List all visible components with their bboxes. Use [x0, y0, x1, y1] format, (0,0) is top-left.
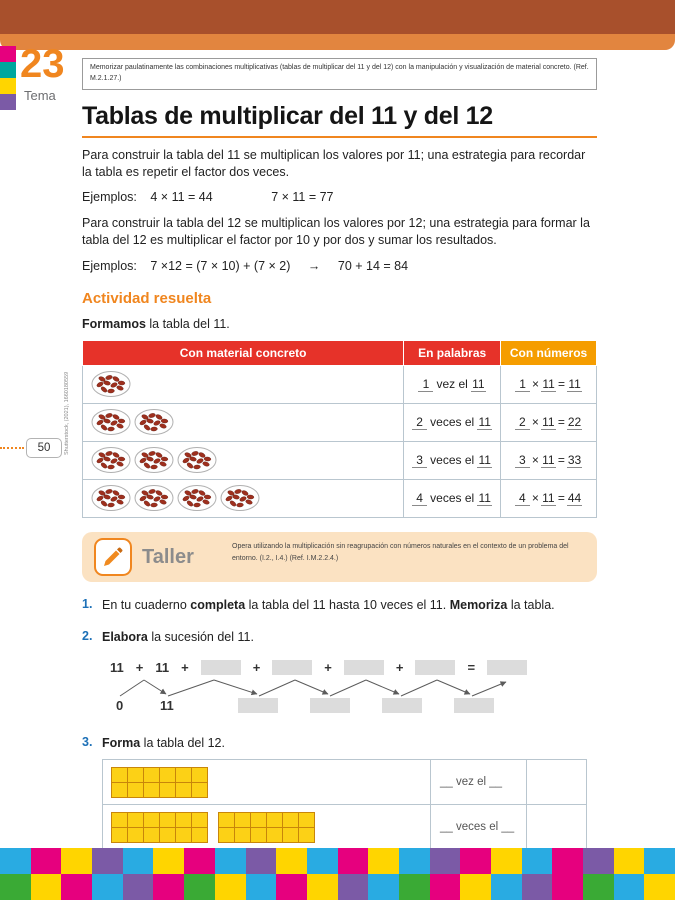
page-number-badge	[26, 438, 62, 458]
col-header-material: Con material concreto	[83, 340, 404, 365]
blank-value: 2	[412, 415, 427, 430]
yellow-square	[267, 828, 282, 842]
yellow-square	[112, 813, 127, 827]
table-row	[83, 441, 597, 479]
exercise-1	[82, 597, 597, 614]
yellow-square	[112, 828, 127, 842]
sequence-value: 11	[155, 660, 170, 676]
yellow-square	[112, 783, 127, 797]
beans-oval-image	[134, 408, 174, 436]
label-cell: __ vez el __	[431, 760, 527, 805]
color-square-yellow	[0, 78, 16, 94]
yellow-square	[283, 813, 298, 827]
blank-value: 11	[478, 414, 491, 429]
example-expression: 7 ×12 = (7 × 10) + (7 × 2)	[150, 259, 291, 274]
bold-verb: Forma	[102, 735, 141, 750]
numbers-cell	[501, 441, 597, 479]
answer-cell	[527, 805, 587, 850]
color-block	[0, 848, 31, 874]
yellow-square	[144, 813, 159, 827]
color-block	[246, 874, 277, 900]
yellow-square	[219, 813, 234, 827]
sequence-value: +	[252, 660, 261, 676]
col-header-numbers: Con números	[501, 340, 597, 365]
sequence-value: +	[324, 660, 332, 676]
examples-line-2	[82, 258, 597, 275]
topic-label: Tema	[24, 88, 56, 103]
right-arrow-icon: →	[307, 259, 321, 274]
yellow-square	[192, 828, 207, 842]
color-block	[583, 848, 614, 874]
table-header-row	[83, 340, 597, 365]
sequence-value: +	[181, 660, 189, 676]
blank-value: 3	[412, 453, 427, 468]
footer-pattern-row	[0, 848, 675, 874]
equals-sign: =	[558, 376, 566, 391]
page-number: 50	[37, 442, 51, 454]
yellow-square	[235, 813, 250, 827]
times-sign: ×	[531, 490, 539, 505]
material-cell	[83, 441, 404, 479]
color-block	[644, 848, 675, 874]
text-part: la tabla.	[507, 597, 555, 612]
label-cell: __ veces el __	[431, 805, 527, 850]
blank-value: 1	[515, 377, 530, 392]
beans-oval-image	[91, 446, 131, 474]
color-block	[153, 848, 184, 874]
bold-verb: completa	[190, 597, 246, 612]
topic-number: 23	[20, 42, 65, 86]
yellow-square	[219, 828, 234, 842]
color-block	[399, 848, 430, 874]
blank-value: 11	[478, 452, 491, 467]
yellow-square	[176, 783, 191, 797]
color-square-magenta	[0, 46, 16, 62]
blank-value: 22	[567, 414, 582, 429]
numbers-cell	[501, 479, 597, 517]
topic-color-squares	[0, 46, 16, 110]
exercise-text	[102, 735, 225, 752]
block-groups	[111, 812, 422, 843]
words-cell	[404, 365, 501, 403]
beans-oval-image	[91, 370, 131, 398]
color-block	[184, 874, 215, 900]
bold-verb: Memoriza	[449, 597, 508, 612]
twelve-square-block	[111, 767, 208, 798]
blank-value: 33	[567, 452, 582, 467]
number-sequence-diagram	[110, 658, 630, 720]
table-row	[83, 479, 597, 517]
blank-value: 3	[515, 453, 530, 468]
example-multiplication: 4 × 11 = 44	[150, 190, 213, 205]
numbers-cell	[501, 365, 597, 403]
exercise-2	[82, 629, 597, 646]
text-part: la tabla del 12.	[140, 735, 225, 750]
col-header-words: En palabras	[404, 340, 501, 365]
color-block	[338, 848, 369, 874]
yellow-square	[128, 828, 143, 842]
sequence-bottom-row	[110, 698, 630, 716]
material-cell	[83, 403, 404, 441]
color-block	[184, 848, 215, 874]
exercise-3	[82, 735, 597, 752]
text-part: la sucesión del 11.	[147, 629, 254, 644]
color-block	[31, 848, 62, 874]
blank-value: 11	[472, 376, 485, 391]
color-block	[430, 848, 461, 874]
blank-value: 11	[542, 490, 555, 505]
blank-value: 4	[515, 491, 530, 506]
taller-label: Taller	[142, 545, 194, 568]
yellow-square	[160, 768, 175, 782]
taller-badge	[94, 538, 132, 576]
color-block	[522, 848, 553, 874]
yellow-square	[176, 828, 191, 842]
footer-pattern-row	[0, 874, 675, 900]
color-block	[215, 848, 246, 874]
page-marker-line	[0, 447, 24, 449]
color-block	[399, 874, 430, 900]
color-block	[491, 874, 522, 900]
words-cell	[404, 479, 501, 517]
beans-oval-image	[91, 484, 131, 512]
sequence-value: 0	[116, 697, 124, 713]
color-block	[92, 848, 123, 874]
color-block	[123, 874, 154, 900]
times-sign: ×	[531, 452, 539, 467]
blank-value: 11	[542, 452, 555, 467]
yellow-square	[283, 828, 298, 842]
color-block	[644, 874, 675, 900]
words-cell	[404, 403, 501, 441]
yellow-square	[144, 828, 159, 842]
times-sign: ×	[531, 414, 539, 429]
beans-oval-image	[177, 446, 217, 474]
blank-value: 11	[568, 376, 581, 391]
equals-sign: =	[557, 452, 565, 467]
blocks-cell	[103, 805, 431, 850]
color-block	[338, 874, 369, 900]
words-text: veces el	[430, 452, 475, 467]
beans-oval-image	[91, 408, 131, 436]
color-block	[552, 848, 583, 874]
numbers-cell	[501, 403, 597, 441]
yellow-square	[235, 828, 250, 842]
yellow-square	[128, 768, 143, 782]
color-square-teal	[0, 62, 16, 78]
exercise-number: 1.	[82, 596, 93, 611]
photo-credit: Shutterstock, (2021), 1660180559	[64, 371, 70, 455]
exercise-text	[102, 629, 254, 646]
color-block	[460, 874, 491, 900]
beans-oval-image	[134, 446, 174, 474]
color-block	[276, 848, 307, 874]
exercise-number: 2.	[82, 628, 93, 643]
yellow-square	[192, 768, 207, 782]
table-row	[103, 805, 587, 850]
color-block	[614, 848, 645, 874]
yellow-square	[267, 813, 282, 827]
color-block	[61, 874, 92, 900]
sequence-value: 11	[160, 697, 174, 713]
words-cell	[404, 441, 501, 479]
answer-cell	[527, 760, 587, 805]
yellow-square	[251, 828, 266, 842]
color-block	[215, 874, 246, 900]
table-row	[103, 760, 587, 805]
intro-paragraph-2: Para construir la tabla del 12 se multiplican los valores por 12; una estrategia para formar la tabla del 12 es multiplicar el factor por 10 y por dos y sumar los resultados.	[82, 216, 590, 248]
answer-box	[310, 698, 350, 713]
example-result: 70 + 14 = 84	[337, 259, 409, 274]
beans-oval-image	[177, 484, 217, 512]
sequence-value: +	[395, 660, 404, 676]
color-block	[430, 874, 461, 900]
intro-paragraph-1: Para construir la tabla del 11 se multiplican los valores por 11; una estrategia para recordar la tabla es repetir el factor dos veces.	[82, 147, 586, 179]
title-underline	[82, 136, 597, 138]
exercise-number: 3.	[82, 734, 93, 749]
examples-line-1	[82, 189, 597, 206]
color-block	[368, 848, 399, 874]
curriculum-standard: Memorizar paulatinamente las combinaciones multiplicativas (tablas de multiplicar del 11 y del 12) con la manipulación y visualización de material concreto. (Ref. M.2.1.27.)	[82, 58, 597, 90]
color-square-purple	[0, 94, 16, 110]
yellow-square	[192, 783, 207, 797]
yellow-square	[128, 813, 143, 827]
yellow-square	[144, 783, 159, 797]
blank-value: 44	[567, 490, 582, 505]
footer-strip	[0, 848, 675, 900]
yellow-square	[176, 768, 191, 782]
topic-block	[0, 44, 80, 124]
solved-activity-heading: Actividad resuelta	[82, 289, 212, 307]
equals-sign: =	[557, 414, 565, 429]
yellow-square	[192, 813, 207, 827]
yellow-square	[160, 783, 175, 797]
material-cell	[83, 479, 404, 517]
activity-lead-bold: Formamos	[82, 316, 146, 331]
yellow-square	[176, 813, 191, 827]
example-multiplication: 7 × 11 = 77	[271, 190, 334, 205]
twelve-square-block	[218, 812, 315, 843]
text-part: En tu cuaderno	[102, 597, 191, 612]
pencil-icon	[101, 545, 125, 569]
color-block	[614, 874, 645, 900]
color-block	[0, 874, 31, 900]
taller-description: Opera utilizando la multiplicación sin reagrupación con números naturales en el contexto de un problema del entorno. (I.2., I.4.) (Ref. I.M.2.2.4.)	[232, 542, 569, 562]
activity-lead	[82, 316, 597, 333]
exercise-text	[102, 597, 555, 614]
activity-lead-rest: la tabla del 11.	[145, 316, 230, 331]
answer-box	[238, 698, 278, 713]
yellow-square	[160, 828, 175, 842]
yellow-square	[128, 783, 143, 797]
twelve-square-block	[111, 812, 208, 843]
color-block	[552, 874, 583, 900]
color-block	[92, 874, 123, 900]
color-block	[522, 874, 553, 900]
activity-table	[82, 340, 597, 518]
table-row	[83, 403, 597, 441]
color-block	[307, 848, 338, 874]
color-block	[460, 848, 491, 874]
bold-verb: Elabora	[102, 629, 148, 644]
yellow-square	[299, 813, 314, 827]
blank-value: 11	[478, 490, 491, 505]
color-block	[123, 848, 154, 874]
times-sign: ×	[532, 376, 540, 391]
blank-value: 4	[412, 491, 427, 506]
color-block	[583, 874, 614, 900]
words-text: veces el	[430, 414, 475, 429]
blank-value: 1	[418, 377, 433, 392]
color-block	[491, 848, 522, 874]
blank-value: 11	[542, 414, 555, 429]
sequence-value: 11	[110, 660, 124, 676]
header-band-dark	[0, 0, 675, 34]
examples-label: Ejemplos:	[82, 259, 137, 274]
color-block	[368, 874, 399, 900]
sequence-value: +	[135, 660, 144, 676]
yellow-square	[144, 768, 159, 782]
color-block	[276, 874, 307, 900]
yellow-square	[299, 828, 314, 842]
table-row	[83, 365, 597, 403]
answer-box	[382, 698, 422, 713]
yellow-square	[251, 813, 266, 827]
taller-box	[82, 532, 597, 582]
beans-oval-image	[220, 484, 260, 512]
equals-sign: =	[557, 490, 565, 505]
blocks-cell	[103, 760, 431, 805]
color-block	[153, 874, 184, 900]
text-part: la tabla del 11 hasta 10 veces el 11.	[245, 597, 450, 612]
color-block	[246, 848, 277, 874]
examples-label: Ejemplos:	[82, 190, 137, 205]
material-cell	[83, 365, 404, 403]
main-content	[82, 147, 597, 896]
blank-value: 2	[515, 415, 530, 430]
beans-oval-image	[134, 484, 174, 512]
block-groups	[111, 767, 422, 798]
sequence-value: =	[467, 660, 476, 676]
answer-box	[454, 698, 494, 713]
color-block	[307, 874, 338, 900]
page-title: Tablas de multiplicar del 11 y del 12	[82, 101, 493, 130]
words-text: vez el	[436, 376, 468, 391]
yellow-square	[160, 813, 175, 827]
color-block	[31, 874, 62, 900]
yellow-square	[112, 768, 127, 782]
color-block	[61, 848, 92, 874]
header-band-light	[0, 34, 675, 50]
blank-value: 11	[542, 376, 555, 391]
words-text: veces el	[430, 490, 475, 505]
